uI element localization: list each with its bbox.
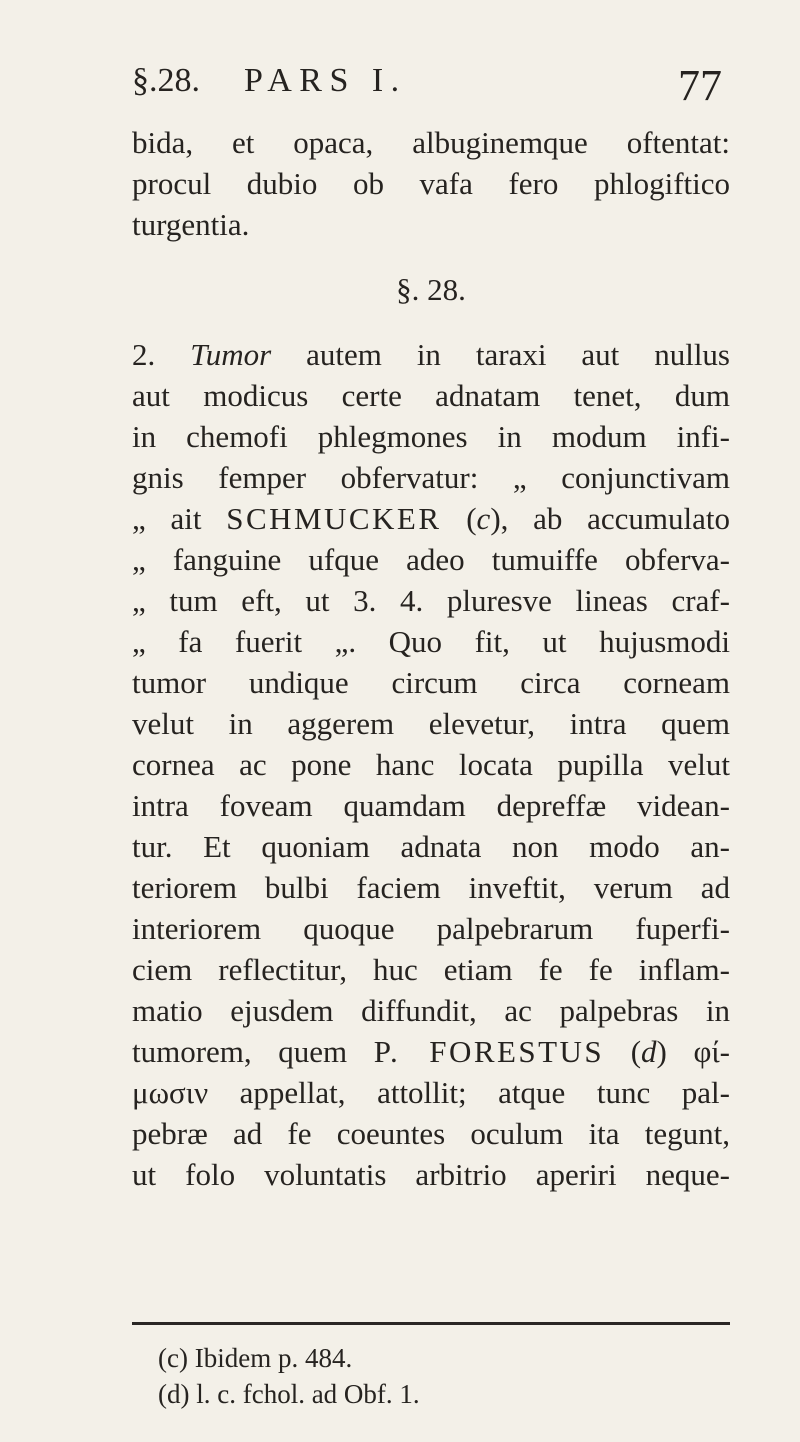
text-line: turgentia.	[132, 207, 250, 242]
text-line: teriorem bulbi faciem inveftit, verum ad	[132, 870, 730, 905]
footnote-d: (d) l. c. fchol. ad Obf. 1.	[158, 1379, 420, 1409]
text-line: μωσιν appellat, attollit; atque tunc pal-	[132, 1075, 730, 1110]
footnotes	[158, 1340, 420, 1412]
body-text	[132, 122, 730, 1195]
text-line: tumorem, quem P. FORESTUS (d) φί-	[132, 1034, 730, 1069]
text-line: gnis femper obfervatur: „ conjunctivam	[132, 460, 730, 495]
text-line: tumor undique circum circa corneam	[132, 665, 730, 700]
text-line: ut folo voluntatis arbitrio aperiri neque-	[132, 1157, 730, 1192]
text-line: 2. Tumor autem in taraxi aut nullus	[132, 337, 730, 372]
footnote-c: (c) Ibidem p. 484.	[158, 1343, 353, 1373]
header-running-title: PARS I.	[244, 62, 407, 99]
header-section-number: §.28.	[132, 62, 200, 99]
text-line: „ tum eft, ut 3. 4. pluresve lineas craf-	[132, 583, 730, 618]
text-line: ciem reflectitur, huc etiam fe fe inflam-	[132, 952, 730, 987]
text-line: interiorem quoque palpebrarum fuperfi-	[132, 911, 730, 946]
text-line: procul dubio ob vafa fero phlogiftico	[132, 166, 730, 201]
text-line: velut in aggerem elevetur, intra quem	[132, 706, 730, 741]
running-header	[132, 62, 732, 112]
text-line: „ fa fuerit „. Quo fit, ut hujusmodi	[132, 624, 730, 659]
section-heading: §. 28.	[396, 272, 466, 307]
text-line: pebræ ad fe coeuntes oculum ita tegunt,	[132, 1116, 730, 1151]
text-line: intra foveam quamdam depreffæ videan-	[132, 788, 730, 823]
text-line: matio ejusdem diffundit, ac palpebras in	[132, 993, 730, 1028]
text-line: tur. Et quoniam adnata non modo an-	[132, 829, 730, 864]
page-number: 77	[678, 61, 722, 110]
text-line: cornea ac pone hanc locata pupilla velut	[132, 747, 730, 782]
footnote-rule	[132, 1322, 730, 1325]
text-line: „ fanguine ufque adeo tumuiffe obferva-	[132, 542, 730, 577]
text-line: „ ait SCHMUCKER (c), ab accumulato	[132, 501, 730, 536]
text-line: in chemofi phlegmones in modum infi-	[132, 419, 730, 454]
text-line: bida, et opaca, albuginemque oftentat:	[132, 125, 730, 160]
text-line: aut modicus certe adnatam tenet, dum	[132, 378, 730, 413]
